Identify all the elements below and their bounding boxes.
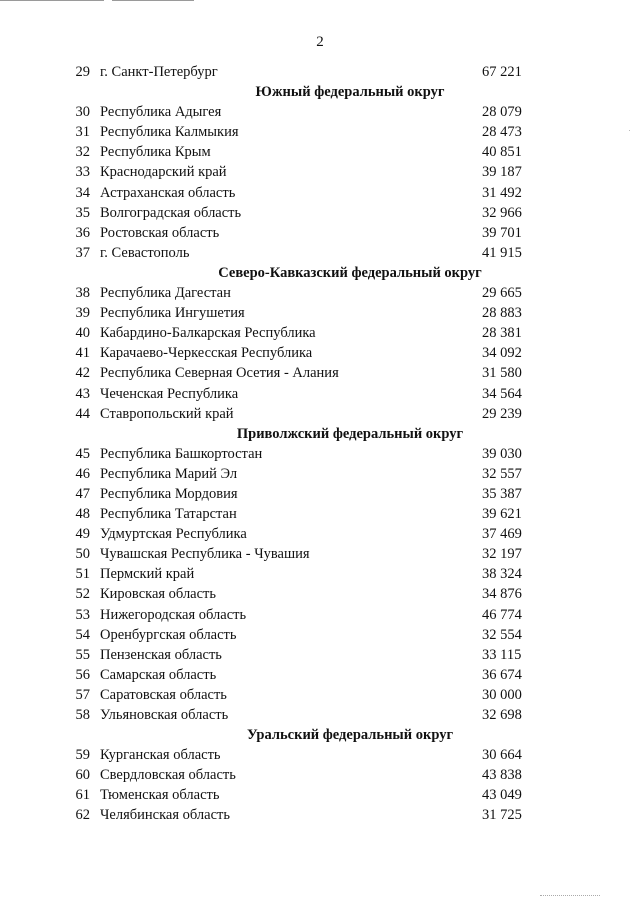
region-name: Республика Мордовия (100, 485, 238, 502)
district-title: Приволжский федеральный округ (236, 425, 464, 442)
table-row (0, 122, 640, 142)
region-value: 32 698 (482, 707, 522, 723)
row-number: 39 (75, 305, 90, 322)
row-number: 62 (75, 807, 90, 824)
district-header (0, 424, 640, 444)
table-row (0, 605, 640, 625)
region-value: 36 674 (482, 666, 522, 683)
region-value: 30 000 (482, 686, 522, 703)
regions-table (0, 62, 640, 826)
region-value: 35 387 (482, 485, 522, 502)
region-value: 32 197 (482, 546, 522, 563)
table-row (0, 584, 640, 604)
region-name: Саратовская область (100, 686, 227, 703)
region-name: Ульяновская область (100, 707, 229, 723)
table-row (0, 665, 640, 685)
scan-line (112, 0, 194, 1)
row-number: 50 (75, 546, 90, 563)
row-number: 59 (75, 747, 90, 764)
region-name: Республика Калмыкия (100, 124, 239, 141)
region-name: Волгоградская область (100, 204, 242, 221)
table-row (0, 203, 640, 223)
row-number: 29 (75, 64, 90, 80)
region-value: 31 492 (482, 184, 522, 201)
region-name: Республика Северная Осетия - Алания (100, 365, 339, 382)
region-value: 38 324 (482, 566, 522, 583)
region-value: 34 876 (482, 586, 522, 603)
scan-line (0, 0, 104, 1)
region-value: 34 092 (482, 345, 522, 362)
region-name: Кировская область (100, 586, 217, 603)
region-name: Республика Дагестан (100, 285, 231, 302)
region-name: Республика Адыгея (100, 104, 222, 121)
row-number: 31 (75, 124, 90, 141)
row-number: 38 (75, 285, 90, 302)
table-row (0, 544, 640, 564)
table-row (0, 745, 640, 765)
region-name: Чувашская Республика - Чувашия (100, 546, 310, 563)
row-number: 57 (75, 686, 90, 703)
row-number: 56 (75, 666, 90, 683)
region-value: 39 187 (482, 164, 522, 181)
row-number: 60 (75, 767, 90, 784)
region-value: 28 079 (482, 104, 522, 121)
row-number: 32 (75, 144, 90, 161)
region-value: 39 030 (482, 445, 522, 462)
table-row (0, 645, 640, 665)
row-number: 53 (75, 606, 90, 623)
region-name: Республика Башкортостан (100, 445, 263, 462)
region-name: Пермский край (100, 566, 195, 583)
region-name: Республика Крым (100, 144, 211, 161)
row-number: 41 (75, 345, 90, 362)
region-name: Карачаево-Черкесская Республика (100, 345, 313, 362)
region-value: 32 557 (482, 465, 522, 482)
table-row (0, 564, 640, 584)
row-number: 44 (75, 405, 90, 422)
row-number: 30 (75, 104, 90, 121)
table-row (0, 464, 640, 484)
region-value: 32 966 (482, 204, 522, 221)
row-number: 42 (75, 365, 90, 382)
table-row (0, 223, 640, 243)
region-value: 34 564 (482, 385, 522, 402)
table-row (0, 343, 640, 363)
table-row (0, 323, 640, 343)
region-value: 39 701 (482, 224, 522, 241)
region-value: 30 664 (482, 747, 522, 764)
district-title: Уральский федеральный округ (246, 727, 454, 744)
region-name: Оренбургская область (100, 626, 237, 643)
district-title: Северо-Кавказский федеральный округ (218, 264, 482, 281)
region-value: 31 725 (482, 807, 522, 824)
region-name: г. Севастополь (100, 244, 190, 261)
region-name: Свердловская область (100, 767, 236, 784)
district-header (0, 82, 640, 102)
region-name: Ставропольский край (100, 405, 234, 422)
scan-dots (540, 895, 600, 897)
row-number: 34 (75, 184, 90, 201)
table-row (0, 303, 640, 323)
row-number: 54 (75, 626, 90, 643)
region-name: Астраханская область (100, 184, 236, 201)
row-number: 51 (75, 566, 90, 583)
region-name: Самарская область (100, 666, 217, 683)
region-name: Республика Ингушетия (100, 305, 245, 322)
region-name: Нижегородская область (100, 606, 247, 623)
table-row (0, 685, 640, 705)
region-name: Пензенская область (100, 646, 222, 663)
row-number: 61 (75, 787, 90, 804)
table-row (0, 785, 640, 805)
row-number: 48 (75, 506, 90, 523)
row-number: 40 (75, 325, 90, 342)
region-name: г. Санкт-Петербург (100, 64, 218, 80)
table-row (0, 524, 640, 544)
table-row (0, 765, 640, 785)
row-number: 47 (75, 485, 90, 502)
region-value: 28 473 (482, 124, 522, 141)
region-name: Республика Марий Эл (100, 465, 238, 482)
table-row (0, 183, 640, 203)
district-title: Южный федеральный округ (255, 84, 445, 101)
region-name: Краснодарский край (100, 164, 227, 181)
table-row (0, 805, 640, 825)
region-name: Тюменская область (100, 787, 220, 804)
table-row (0, 62, 640, 82)
region-value: 33 115 (482, 646, 522, 663)
row-number: 46 (75, 465, 90, 482)
region-name: Челябинская область (100, 807, 230, 824)
row-number: 35 (75, 204, 90, 221)
page-number: 2 (316, 34, 324, 50)
region-value: 40 851 (482, 144, 522, 161)
region-value: 28 381 (482, 325, 522, 342)
table-row (0, 283, 640, 303)
region-value: 32 554 (482, 626, 522, 643)
region-value: 37 469 (482, 526, 522, 543)
row-number: 55 (75, 646, 90, 663)
table-row (0, 162, 640, 182)
region-value: 46 774 (482, 606, 522, 623)
region-value: 43 838 (482, 767, 522, 784)
district-header (0, 725, 640, 745)
region-name: Курганская область (100, 747, 221, 764)
region-name: Ростовская область (100, 224, 220, 241)
table-row (0, 705, 640, 725)
region-value: 67 221 (482, 64, 522, 80)
region-name: Республика Татарстан (100, 506, 237, 523)
row-number: 49 (75, 526, 90, 543)
table-row (0, 504, 640, 524)
row-number: 33 (75, 164, 90, 181)
region-value: 41 915 (482, 244, 522, 261)
region-name: Чеченская Республика (100, 385, 239, 402)
scan-speck (629, 130, 630, 131)
table-row (0, 484, 640, 504)
region-value: 28 883 (482, 305, 522, 322)
table-row (0, 625, 640, 645)
region-value: 43 049 (482, 787, 522, 804)
row-number: 43 (75, 385, 90, 402)
table-row (0, 102, 640, 122)
row-number: 36 (75, 224, 90, 241)
row-number: 52 (75, 586, 90, 603)
table-row (0, 142, 640, 162)
row-number: 58 (75, 707, 90, 723)
region-value: 31 580 (482, 365, 522, 382)
region-value: 29 239 (482, 405, 522, 422)
region-value: 29 665 (482, 285, 522, 302)
table-row (0, 384, 640, 404)
region-value: 39 621 (482, 506, 522, 523)
table-row (0, 404, 640, 424)
row-number: 37 (75, 244, 90, 261)
table-row (0, 243, 640, 263)
table-row (0, 444, 640, 464)
region-name: Удмуртская Республика (100, 526, 247, 543)
region-name: Кабардино-Балкарская Республика (100, 325, 316, 342)
table-row (0, 363, 640, 383)
row-number: 45 (75, 445, 90, 462)
district-header (0, 263, 640, 283)
